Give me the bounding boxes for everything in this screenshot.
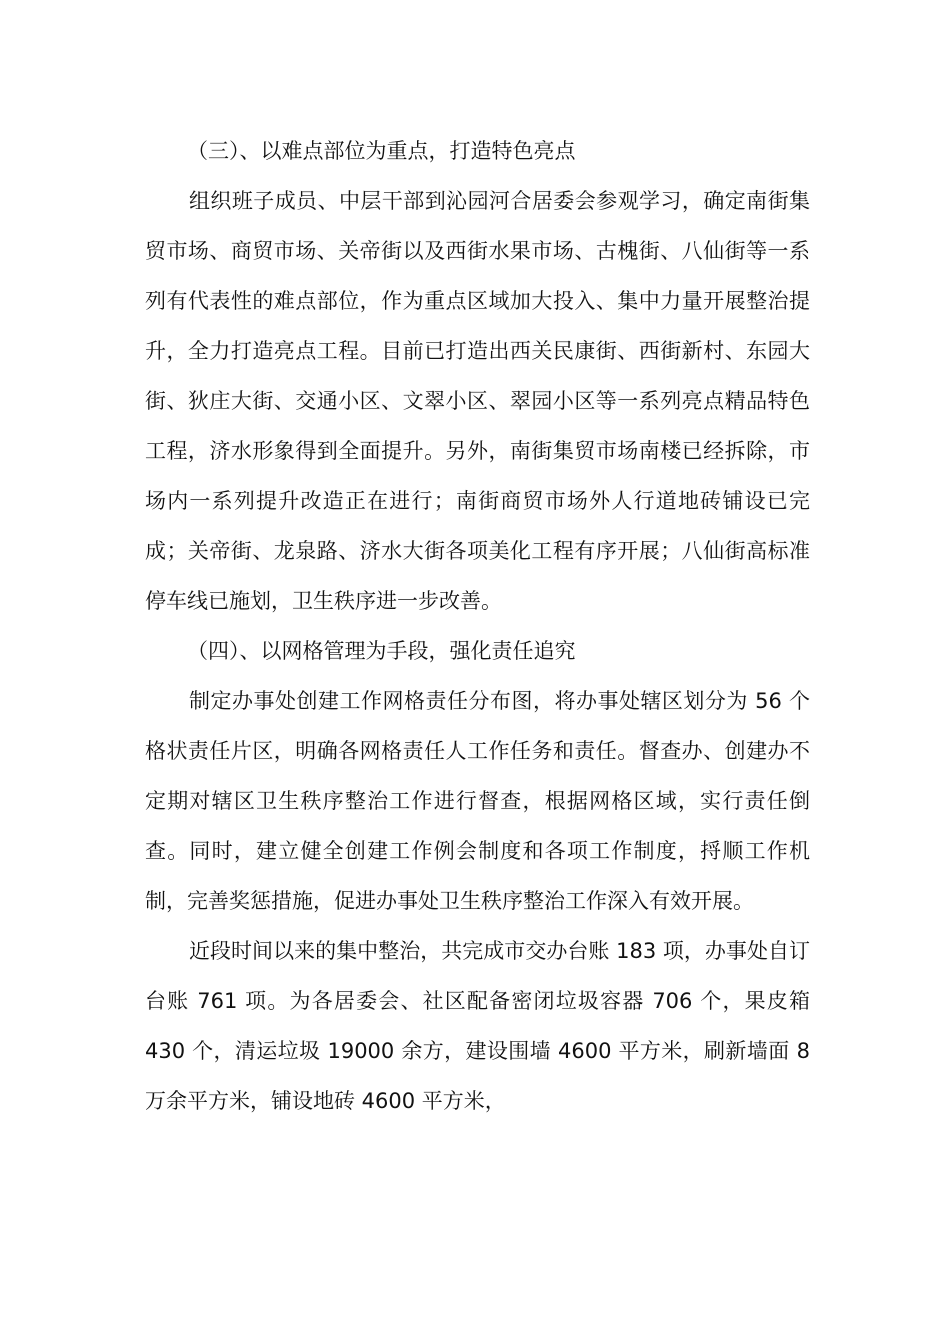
summary-paragraph: 近段时间以来的集中整治，共完成市交办台账 183 项，办事处自订台账 761 项。为各居委会、社区配备密闭垃圾容器 706 个，果皮箱 430 个，清运垃圾 19000 余方，建设围墙 4600 平方米，刷新墙面 8 万余平方米，铺设地砖 4600 平方米，: [145, 939, 810, 1113]
section-3-heading: （三）、以难点部位为重点，打造特色亮点: [187, 139, 576, 163]
section-4-paragraph: 制定办事处创建工作网格责任分布图，将办事处辖区划分为 56 个格状责任片区，明确各网格责任人工作任务和责任。督查办、创建办不定期对辖区卫生秩序整治工作进行督查，根据网格区域，实行责任倒查。同时，建立健全创建工作例会制度和各项工作制度，捋顺工作机制，完善奖惩措施，促进办事处卫生秩序整治工作深入有效开展。: [145, 689, 810, 913]
section-3-paragraph: 组织班子成员、中层干部到沁园河合居委会参观学习，确定南街集贸市场、商贸市场、关帝街以及西街水果市场、古槐街、八仙街等一系列有代表性的难点部位，作为重点区域加大投入、集中力量开展整治提升，全力打造亮点工程。目前已打造出西关民康街、西街新村、东园大街、狄庄大街、交通小区、文翠小区、翠园小区等一系列亮点精品特色工程，济水形象得到全面提升。另外，南街集贸市场南楼已经拆除，市场内一系列提升改造正在进行；南街商贸市场外人行道地砖铺设已完成；关帝街、龙泉路、济水大街各项美化工程有序开展；八仙街高标准停车线已施划，卫生秩序进一步改善。: [145, 189, 810, 613]
document-body: [145, 126, 810, 1126]
section-4-heading: （四）、以网格管理为手段，强化责任追究: [187, 639, 576, 663]
